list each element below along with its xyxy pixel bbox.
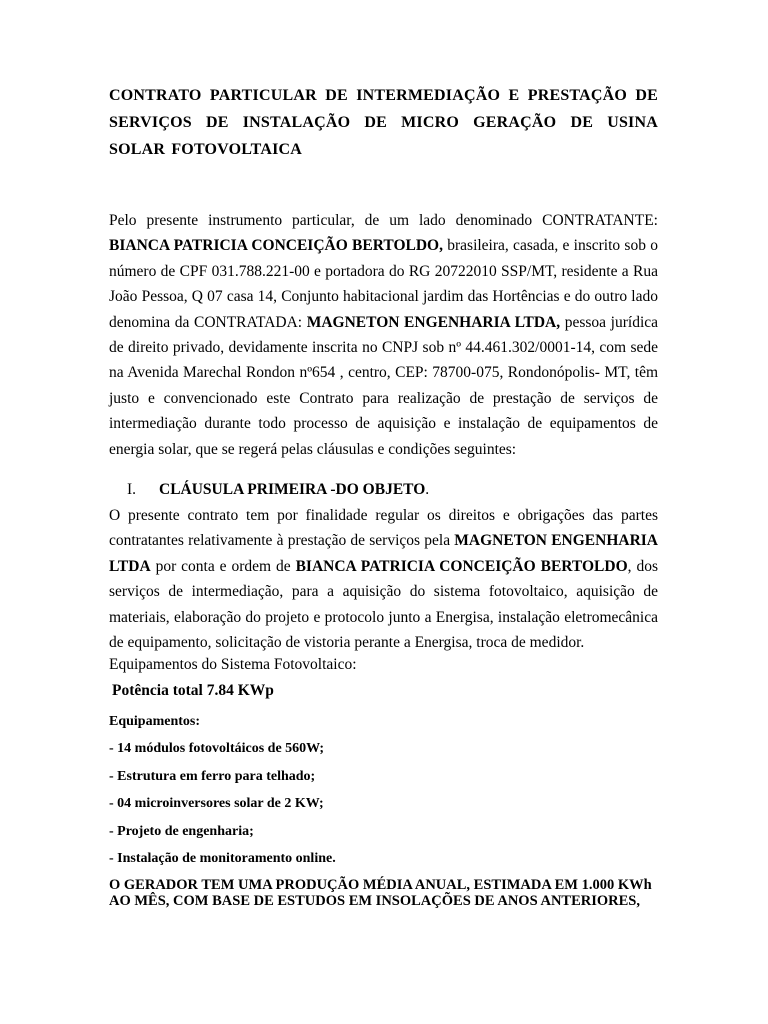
clause-1-body: [109, 503, 658, 655]
equipment-list: [109, 712, 658, 876]
intro-text-3: pessoa jurídica de direito privado, devidamente inscrita no CNPJ sob nº 44.461.302/0001-14, com sede na Avenida Marechal Rondon nº654 , centro, CEP: 78700-075, Rondonópolis- MT, têm justo e convencionado este Contrato para realização de prestação de serviços de intermediação durante todo processo de aquisição e instalação de equipamentos de energia solar, que se regerá pelas cláusulas e condições seguintes:: [109, 313, 659, 458]
clause-1-text-1: O presente contrato tem por finalidade regular os direitos e obrigações das partes contratantes relativamente à prestação de serviços pela: [109, 507, 658, 550]
clause-1-heading: [109, 479, 658, 501]
generator-line-1: O GERADOR TEM UMA PRODUÇÃO MÉDIA ANUAL, ESTIMADA EM 1.000 KWh: [109, 877, 652, 893]
intro-text-2: brasileira, casada, e inscrito sob o número de CPF 031.788.221-00 e portadora do RG 20722010 SSP/MT, residente a Rua João Pessoa, Q 07 casa 14, Conjunto habitacional jardim das Hortências e do outro lado denomina da CONTRATADA:: [109, 237, 658, 331]
clause-1-number: I.: [127, 481, 137, 498]
list-item: - 14 módulos fotovoltáicos de 560W;: [109, 741, 325, 757]
contratada-name: MAGNETON ENGENHARIA LTDA,: [306, 313, 561, 331]
total-power: Potência total 7.84 KWp: [112, 682, 274, 699]
clause-1-text-3: , dos serviços de intermediação, para a aquisição do sistema fotovoltaico, aquisição de materiais, elaboração do projeto e protocolo junto a Energisa, instalação eletromecânica de equipamento, solicitação de vistoria perante a Energisa, troca de medidor.: [109, 557, 658, 652]
list-item: Equipamentos:: [109, 714, 201, 729]
clause-1-company: MAGNETON ENGENHARIA LTDA: [109, 532, 658, 575]
contratante-name: BIANCA PATRICIA CONCEIÇÃO BERTOLDO,: [109, 237, 443, 255]
contract-title: CONTRATO PARTICULAR DE INTERMEDIAÇÃO E PRESTAÇÃO DE SERVIÇOS DE INSTALAÇÃO DE MICRO GERAÇÃO DE USINA SOLAR FOTOVOLTAICA: [109, 87, 658, 158]
list-item: - Projeto de engenharia;: [109, 823, 254, 839]
list-item: - 04 microinversores solar de 2 KW;: [109, 796, 324, 812]
intro-paragraph: [109, 208, 658, 462]
list-item: - Estrutura em ferro para telhado;: [109, 768, 316, 784]
clause-1-text-2: por conta e ordem de: [150, 557, 296, 575]
generator-line-2: AO MÊS, COM BASE DE ESTUDOS EM INSOLAÇÕES DE ANOS ANTERIORES,: [109, 893, 640, 909]
intro-text-1: Pelo presente instrumento particular, de um lado denominado CONTRATANTE:: [109, 212, 658, 229]
list-item: - Instalação de monitoramento online.: [109, 850, 336, 866]
clause-1-title-suffix: .: [425, 481, 430, 498]
generator-statement: [109, 877, 658, 909]
clause-1-title: CLÁUSULA PRIMEIRA -DO OBJETO: [159, 481, 426, 498]
equipment-section-title: Equipamentos do Sistema Fotovoltaico:: [109, 656, 357, 673]
clause-1-client: BIANCA PATRICIA CONCEIÇÃO BERTOLDO: [295, 557, 628, 575]
